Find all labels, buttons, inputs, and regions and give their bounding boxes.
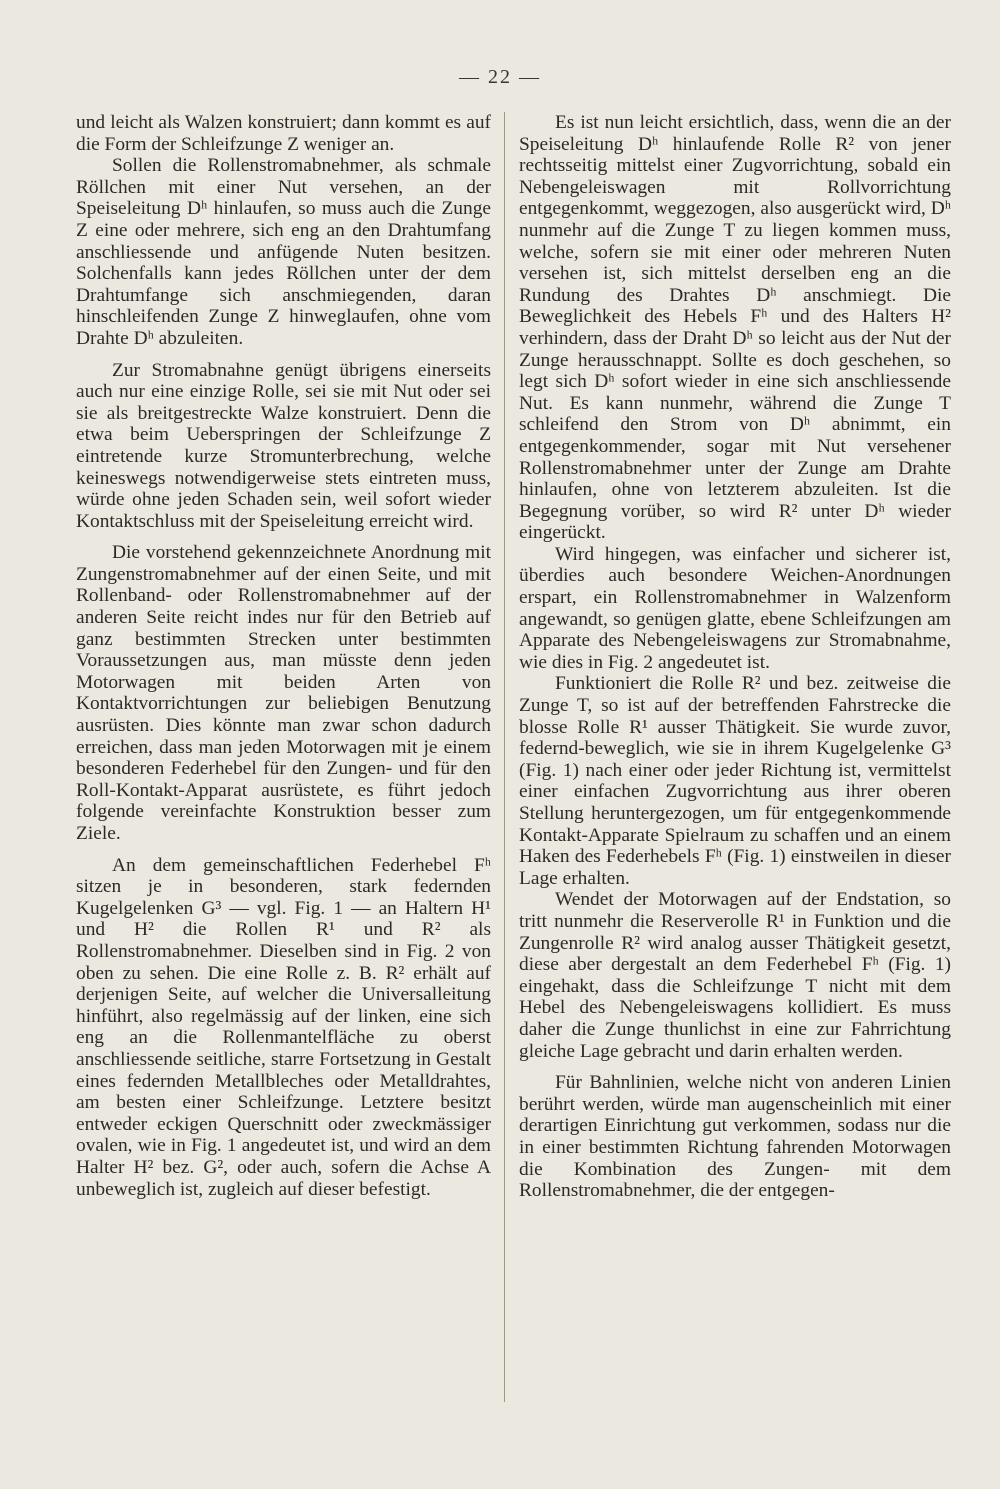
paragraph: Zur Stromabnahne genügt übrigens einerseits auch nur eine einzige Rolle, sei sie mit Nut oder sei sie als breitgestreckte Walze konstruiert. Denn die etwa beim Ueberspringen der Schleifzunge Z eintretende kurze Stromunterbrechung, welche keineswegs notwendigerweise stets eintreten muss, würde ohne jeden Schaden sein, weil sofort wieder Kontaktschluss mit der Speiseleitung erreicht wird.: [76, 359, 491, 532]
paragraph: Wird hingegen, was einfacher und sicherer ist, überdies auch besondere Weichen-Anordnungen erspart, ein Rollenstromabnehmer in Walzenform angewandt, so genügen glatte, ebene Schleifzungen am Apparate des Nebengeleiswagens zur Stromabnahme, wie dies in Fig. 2 angedeutet ist.: [519, 543, 951, 673]
page-number: — 22 —: [459, 66, 541, 88]
left-column: [76, 112, 491, 1200]
paragraph: Es ist nun leicht ersichtlich, dass, wenn die an der Speiseleitung Dʰ hinlaufende Rolle R² von jener rechtsseitig mittelst einer Zugvorrichtung, sobald ein Nebengeleiswagen mit Rollvorrichtung entgegenkommt, weggezogen, also ausgerückt wird, Dʰ nunmehr auf die Zunge T zu liegen kommen muss, welche, sofern sie mit einer oder mehreren Nuten versehen ist, sich mittelst derselben eng an die Rundung des Drahtes Dʰ anschmiegt. Die Beweglichkeit des Hebels Fʰ und des Halters H² verhindern, dass der Draht Dʰ so leicht aus der Nut der Zunge herausschnappt. Sollte es doch geschehen, so legt sich Dʰ sofort wieder in eine sich anschliessende Nut. Es kann nunmehr, während die Zunge T schleifend den Strom von Dʰ abnimmt, ein entgegenkommender, sogar mit Nut versehener Rollenstromabnehmer unter der Zunge am Drahte hinlaufen, ohne von letzterem abzuleiten. Ist die Begegnung vorüber, so wird R² unter Dʰ wieder eingerückt.: [519, 112, 951, 544]
paragraph: Sollen die Rollenstromabnehmer, als schmale Röllchen mit einer Nut versehen, an der Speiseleitung Dʰ hinlaufen, so muss auch die Zunge Z eine oder mehrere, sich eng an den Drahtumfang anschliessende und anfügende Nuten besitzen. Solchenfalls kann jedes Röllchen unter der dem Drahtumfange sich anschmiegenden, daran hinschleifenden Zunge Z hinweglaufen, ohne vom Drahte Dʰ abzuleiten.: [76, 155, 491, 349]
paragraph: Wendet der Motorwagen auf der Endstation, so tritt nunmehr die Reserverolle R¹ in Funktion und die Zungenrolle R² wird analog ausser Thätigkeit gesetzt, diese aber dergestalt an dem Federhebel Fʰ (Fig. 1) eingehakt, dass die Schleifzunge T nicht mit dem Hebel des Nebengeleiswagens kollidiert. Es muss daher die Zunge thunlichst in eine zur Fahrrichtung gleiche Lage gebracht und darin erhalten werden.: [519, 889, 951, 1062]
paragraph: Funktioniert die Rolle R² und bez. zeitweise die Zunge T, so ist auf der betreffenden Fahrstrecke die blosse Rolle R¹ ausser Thätigkeit. Sie wurde zuvor, federnd-beweglich, wie sie in ihrem Kugelgelenke G³ (Fig. 1) nach einer oder jeder Richtung ist, vermittelst einer einfachen Zugvorrichtung aus ihrer oberen Stellung heruntergezogen, um für entgegenkommende Kontakt-Apparate Spielraum zu schaffen und an einem Haken des Federhebels Fʰ (Fig. 1) einstweilen in dieser Lage erhalten.: [519, 673, 951, 889]
paragraph: Die vorstehend gekennzeichnete Anordnung mit Zungenstromabnehmer auf der einen Seite, und mit Rollenband- oder Rollenstromabnehmer auf der anderen Seite reicht indes nur für den Betrieb auf ganz bestimmten Strecken unter bestimmten Voraussetzungen aus, man müsste denn jeden Motorwagen mit beiden Arten von Kontaktvorrichtungen zur beliebigen Benutzung ausrüsten. Dies könnte man zwar schon dadurch erreichen, dass man jeden Motorwagen mit je einem besonderen Federhebel für den Zungen- und für den Roll-Kontakt-Apparat ausrüstete, es führt jedoch folgende vereinfachte Konstruktion besser zum Ziele.: [76, 542, 491, 844]
paragraph: An dem gemeinschaftlichen Federhebel Fʰ sitzen je in besonderen, stark federnden Kugelgelenken G³ — vgl. Fig. 1 — an Haltern H¹ und H² die Rollen R¹ und R² als Rollenstromabnehmer. Dieselben sind in Fig. 2 von oben zu sehen. Die eine Rolle z. B. R² erhält auf derjenigen Seite, auf welcher die Universalleitung hinführt, also regelmässig auf der linken, eine sich eng an die Rollenmantelfläche zu oberst anschliessende seitliche, starre Fortsetzung in Gestalt eines federnden Metallbleches oder Metalldrahtes, am besten einer Schleifzunge. Letztere besitzt entweder eckigen Querschnitt oder zweckmässiger ovalen, wie in Fig. 1 angedeutet ist, und wird an dem Halter H² bez. G², oder auch, sofern die Achse A unbeweglich ist, zugleich auf dieser befestigt.: [76, 854, 491, 1200]
paragraph: und leicht als Walzen konstruiert; dann kommt es auf die Form der Schleifzunge Z weniger an.: [76, 112, 491, 155]
column-divider: [504, 112, 505, 1402]
paragraph: Für Bahnlinien, welche nicht von anderen Linien berührt werden, würde man augenscheinlich mit einer derartigen Einrichtung gut verkommen, sodass nur die in einer bestimmten Richtung fahrenden Motorwagen die Kombination des Zungen- mit dem Rollenstromabnehmer, die der entgegen-: [519, 1072, 951, 1202]
right-column: [519, 112, 951, 1202]
